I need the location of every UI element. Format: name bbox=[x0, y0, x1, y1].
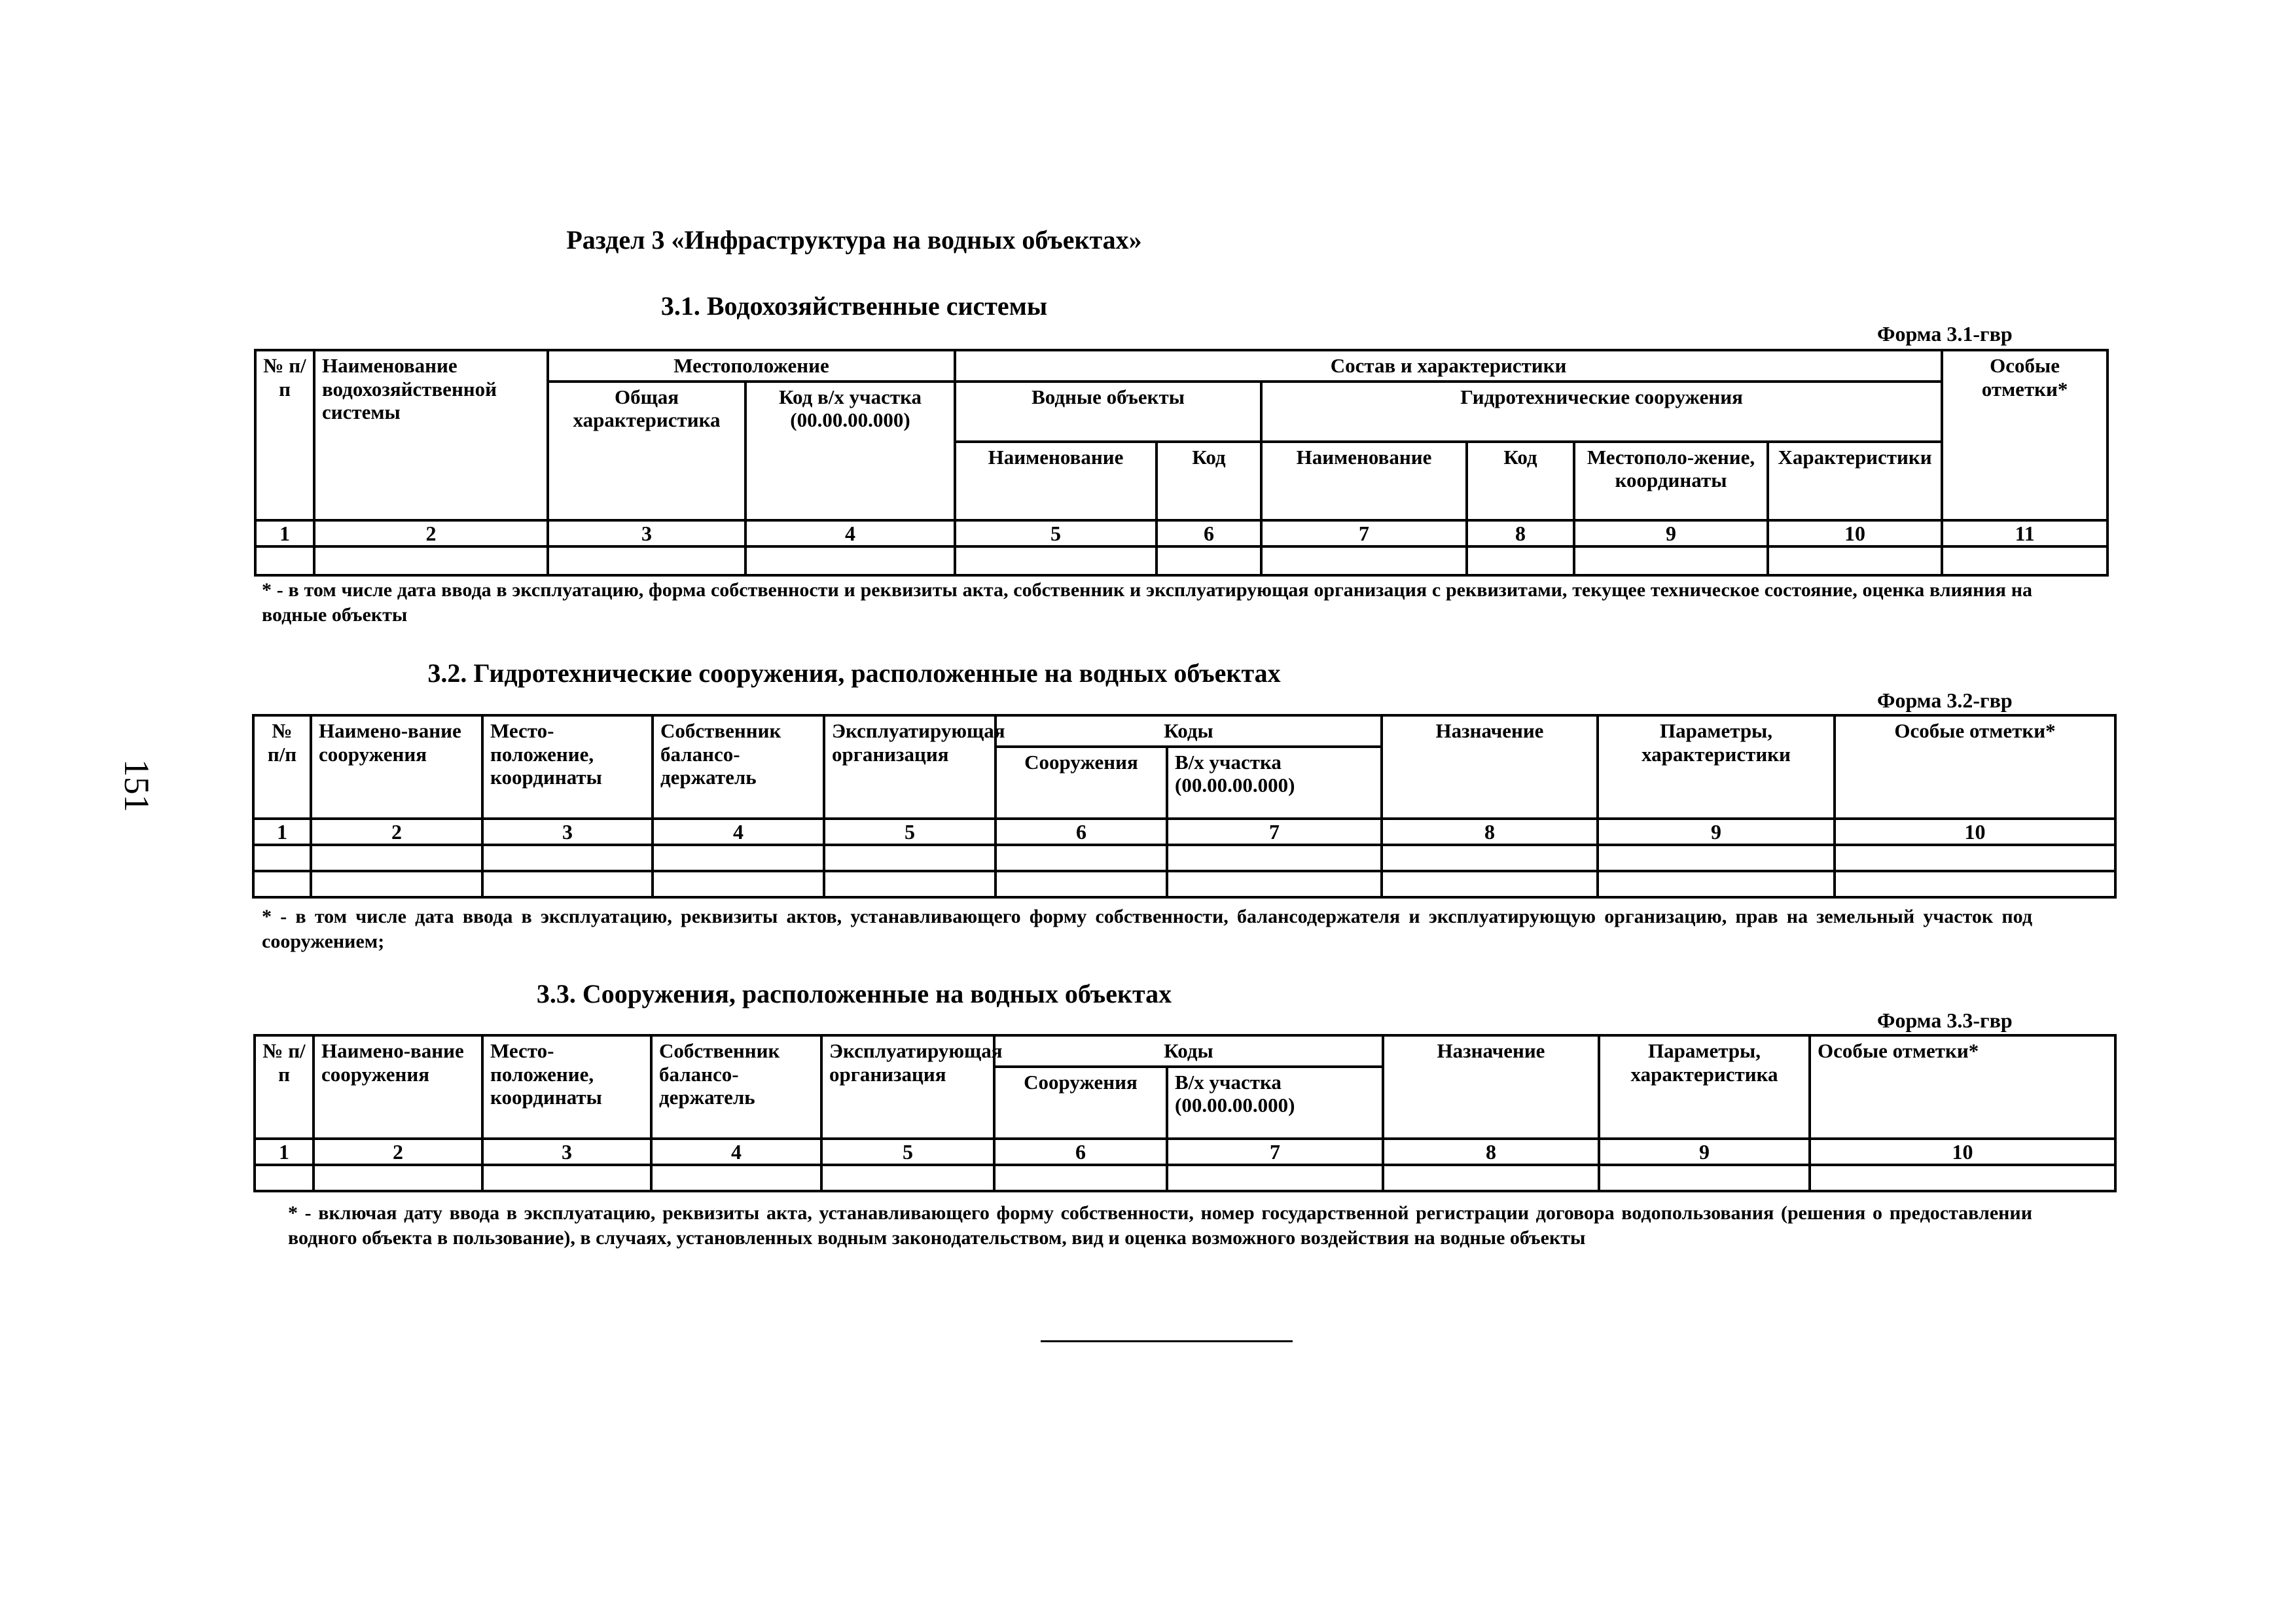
table-3-3-title: 3.3. Сооружения, расположенные на водных объектах bbox=[536, 979, 1172, 1008]
table-3-2 bbox=[252, 714, 2117, 899]
col-number: 10 bbox=[1768, 520, 1942, 547]
table-3-1 bbox=[254, 349, 2109, 577]
table-3-3-form-code: Форма 3.3-гвр bbox=[1877, 1008, 2013, 1032]
col-header-parameters: Параметры, характеристики bbox=[1598, 715, 1835, 819]
table-3-1-form-code: Форма 3.1-гвр bbox=[1877, 322, 2013, 346]
col-header-owner: Собственник балансо-держатель bbox=[651, 1035, 821, 1139]
col-number: 4 bbox=[651, 1139, 821, 1166]
page-number: 151 bbox=[117, 759, 156, 812]
col-header-operator: Эксплуатирующая организация bbox=[821, 1035, 994, 1139]
col-header-structure-location: Местополо-жение, координаты bbox=[1574, 442, 1768, 520]
col-number: 6 bbox=[1157, 520, 1261, 547]
col-number: 9 bbox=[1574, 520, 1768, 547]
col-header-special-notes: Особые отметки* bbox=[1810, 1035, 2115, 1139]
col-number: 6 bbox=[994, 1139, 1167, 1166]
col-number: 4 bbox=[745, 520, 955, 547]
table-3-1-title: 3.1. Водохозяйственные системы bbox=[660, 291, 1048, 321]
col-header-structure-name: Наимено-вание сооружения bbox=[314, 1035, 482, 1139]
col-header-purpose: Назначение bbox=[1382, 715, 1598, 819]
col-number: 7 bbox=[1167, 819, 1382, 846]
end-rule bbox=[1041, 1340, 1293, 1342]
col-number: 10 bbox=[1810, 1139, 2115, 1166]
col-number: 2 bbox=[314, 520, 548, 547]
table-3-1-footnote: * - в том числе дата ввода в эксплуатацию, форма собственности и реквизиты акта, собственник и эксплуатирующая организация с реквизитами, текущее техническое состояние, оценка влияния на водные объекты bbox=[262, 579, 2032, 626]
col-header-general-characteristic: Общая характеристика bbox=[548, 382, 745, 520]
col-header-water-object-name: Наименование bbox=[955, 442, 1157, 520]
col-number: 5 bbox=[821, 1139, 994, 1166]
col-number: 7 bbox=[1261, 520, 1467, 547]
col-number: 11 bbox=[1942, 520, 2108, 547]
col-header-special-notes: Особые отметки* bbox=[1942, 350, 2108, 520]
table-3-3 bbox=[253, 1034, 2117, 1192]
col-header-parameters: Параметры, характеристика bbox=[1599, 1035, 1810, 1139]
col-number: 3 bbox=[548, 520, 745, 547]
col-header-location: Местоположение bbox=[548, 350, 955, 382]
section-heading: Раздел 3 «Инфраструктура на водных объектах» bbox=[566, 225, 1142, 255]
col-number: 6 bbox=[996, 819, 1167, 846]
col-header-owner: Собственник балансо-держатель bbox=[653, 715, 824, 819]
table-3-3-footnote: * - включая дату ввода в эксплуатацию, реквизиты акта, устанавливающего форму собственности, номер государственной регистрации договора водопользования (решения о предоставлении водного объекта в пользование), в случаях, установленных водным законодательством, вид и оценка возможного воздействия на водные объекты bbox=[288, 1202, 2032, 1249]
col-number: 9 bbox=[1598, 819, 1835, 846]
col-header-code-structure: Сооружения bbox=[996, 747, 1167, 819]
col-header-system-name: Наименование водохозяйственной системы bbox=[314, 350, 548, 520]
table-3-2-footnote: * - в том числе дата ввода в эксплуатацию, реквизиты актов, устанавливающего форму собственности, балансодержателя и эксплуатирующую организацию, прав на земельный участок под сооружением; bbox=[262, 906, 2032, 952]
col-header-water-object-code: Код bbox=[1157, 442, 1261, 520]
col-header-codes: Коды bbox=[994, 1035, 1383, 1067]
col-header-structure-name: Наименование bbox=[1261, 442, 1467, 520]
col-number: 10 bbox=[1835, 819, 2115, 846]
col-number: 2 bbox=[314, 1139, 482, 1166]
table-row bbox=[253, 845, 2115, 871]
col-number: 9 bbox=[1599, 1139, 1810, 1166]
col-number: 7 bbox=[1167, 1139, 1383, 1166]
col-header-operator: Эксплуатирующая организация bbox=[824, 715, 996, 819]
col-number: 5 bbox=[824, 819, 996, 846]
col-number: 5 bbox=[955, 520, 1157, 547]
col-header-code-plot: В/х участка (00.00.00.000) bbox=[1167, 1067, 1383, 1139]
col-header-num: № п/п bbox=[255, 1035, 314, 1139]
col-header-structure-name: Наимено-вание сооружения bbox=[311, 715, 482, 819]
col-number: 2 bbox=[311, 819, 482, 846]
col-header-code-plot: В/х участка (00.00.00.000) bbox=[1167, 747, 1382, 819]
col-header-special-notes: Особые отметки* bbox=[1835, 715, 2115, 819]
col-number: 8 bbox=[1467, 520, 1574, 547]
col-header-plot-code: Код в/х участка (00.00.00.000) bbox=[745, 382, 955, 520]
col-header-structure-code: Код bbox=[1467, 442, 1574, 520]
col-number: 3 bbox=[482, 819, 653, 846]
table-3-2-form-code: Форма 3.2-гвр bbox=[1877, 688, 2013, 712]
col-header-composition: Состав и характеристики bbox=[955, 350, 1942, 382]
col-header-num: № п/п bbox=[253, 715, 311, 819]
table-row bbox=[255, 546, 2108, 575]
col-header-codes: Коды bbox=[996, 715, 1382, 747]
col-header-location: Место-положение, координаты bbox=[482, 715, 653, 819]
col-header-water-objects: Водные объекты bbox=[955, 382, 1261, 442]
table-3-2-title: 3.2. Гидротехнические сооружения, расположенные на водных объектах bbox=[427, 658, 1281, 688]
col-number: 1 bbox=[253, 819, 311, 846]
table-row bbox=[253, 871, 2115, 897]
col-number: 1 bbox=[255, 520, 314, 547]
col-header-purpose: Назначение bbox=[1383, 1035, 1599, 1139]
col-number: 1 bbox=[255, 1139, 314, 1166]
table-row bbox=[255, 1165, 2115, 1191]
col-number: 8 bbox=[1382, 819, 1598, 846]
col-number: 3 bbox=[482, 1139, 651, 1166]
col-header-structure-characteristics: Характеристики bbox=[1768, 442, 1942, 520]
col-number: 8 bbox=[1383, 1139, 1599, 1166]
col-number: 4 bbox=[653, 819, 824, 846]
col-header-location: Место-положение, координаты bbox=[482, 1035, 651, 1139]
col-header-num: № п/п bbox=[255, 350, 314, 520]
col-header-hydro-structures: Гидротехнические сооружения bbox=[1261, 382, 1942, 442]
col-header-code-structure: Сооружения bbox=[994, 1067, 1167, 1139]
